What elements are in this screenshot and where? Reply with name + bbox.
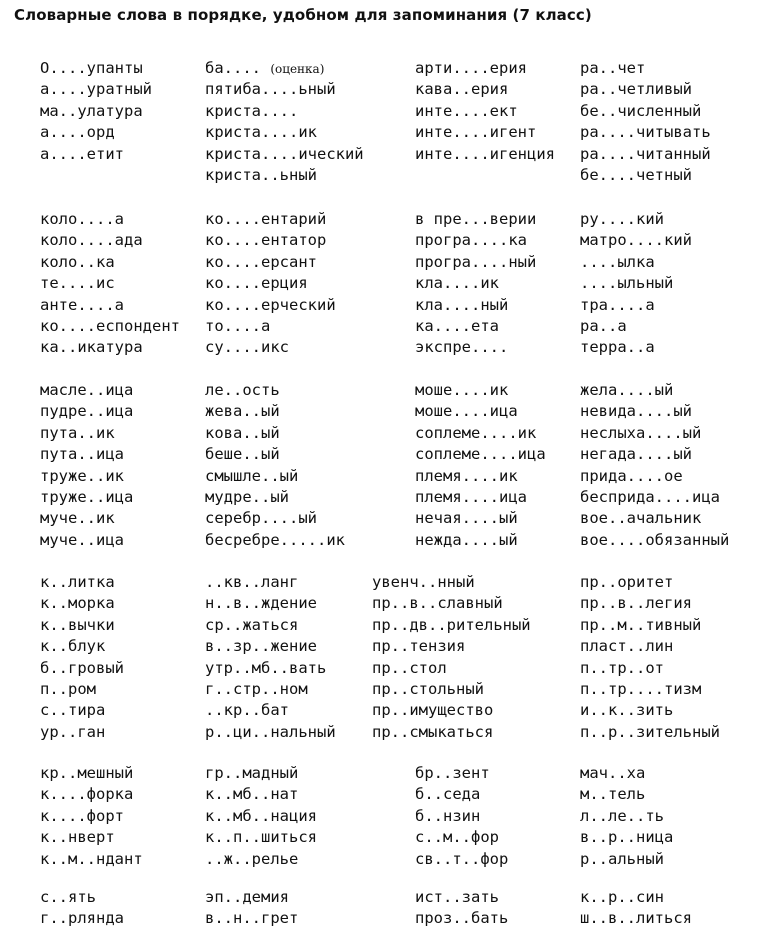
dictionary-word: О....упанты — [40, 59, 143, 77]
dictionary-word: ко....еспондент — [40, 316, 180, 335]
word-column — [40, 887, 124, 930]
dictionary-word: пр..смыкаться — [372, 722, 494, 741]
word-column — [40, 763, 143, 870]
dictionary-word: кла....ик — [415, 274, 499, 293]
dictionary-word: пута..ик — [40, 423, 115, 442]
page-title: Словарные слова в порядке, удобном для запоминания (7 класс) — [14, 6, 592, 24]
dictionary-word: эп..демия — [205, 888, 289, 906]
dictionary-word: м..тель — [580, 785, 646, 804]
dictionary-word: пр..в..славный — [372, 594, 503, 613]
dictionary-word: пр..в..легия — [580, 594, 692, 613]
dictionary-word: то....а — [205, 316, 271, 335]
dictionary-word: в..зр..жение — [205, 637, 317, 656]
dictionary-word: с..ять — [40, 888, 96, 906]
dictionary-word: к....форка — [40, 785, 134, 804]
dictionary-word: матро....кий — [580, 231, 692, 250]
dictionary-word: к..мб..нат — [205, 785, 299, 804]
dictionary-word: пр..дв..рительный — [372, 615, 531, 634]
dictionary-word: ..ж..релье — [205, 849, 299, 868]
dictionary-word: племя....ик — [415, 466, 518, 485]
dictionary-word: ра..чет — [580, 59, 646, 77]
dictionary-word: тра....а — [580, 295, 655, 314]
dictionary-word: смышле..ый — [205, 466, 299, 485]
word-column — [205, 763, 317, 870]
dictionary-word: нечая....ый — [415, 509, 518, 528]
dictionary-word: ..кв..ланг — [205, 573, 299, 591]
word-column — [415, 58, 555, 165]
dictionary-word: ..кр..бат — [205, 701, 289, 720]
dictionary-word: пудре..ица — [40, 402, 134, 421]
dictionary-word: бр..зент — [415, 764, 490, 782]
dictionary-word: а....орд — [40, 123, 115, 142]
dictionary-word: к..п..шиться — [205, 828, 317, 847]
dictionary-word: к....форт — [40, 806, 124, 825]
word-column — [40, 209, 180, 359]
dictionary-word: труже..ица — [40, 487, 134, 506]
dictionary-word: инте....игент — [415, 123, 537, 142]
dictionary-word: в пре...верии — [415, 210, 537, 228]
dictionary-word: пута..ица — [40, 445, 124, 464]
word-column — [40, 380, 133, 551]
dictionary-word: в..н..грет — [205, 909, 299, 928]
dictionary-word: моше....ик — [415, 381, 509, 399]
dictionary-word: криста.... — [205, 101, 299, 120]
dictionary-word: пласт..лин — [580, 637, 674, 656]
dictionary-word: инте....ект — [415, 101, 518, 120]
dictionary-word: мудре..ый — [205, 487, 289, 506]
dictionary-word: ко....ерческий — [205, 295, 336, 314]
dictionary-word: ур..ган — [40, 722, 106, 741]
dictionary-word: утр..мб..вать — [205, 658, 327, 677]
dictionary-word: серебр....ый — [205, 509, 317, 528]
dictionary-word: коло....ада — [40, 231, 143, 250]
dictionary-word: арти....ерия — [415, 59, 527, 77]
word-column — [205, 572, 336, 743]
word-column — [580, 887, 692, 930]
dictionary-word: р..ци..нальный — [205, 722, 336, 741]
dictionary-word: л..ле..ть — [580, 806, 664, 825]
word-column — [415, 887, 508, 930]
dictionary-word: ....ыльный — [580, 274, 674, 293]
word-column — [205, 209, 336, 359]
dictionary-word: б..нзин — [415, 806, 481, 825]
dictionary-word: п..р..зительный — [580, 722, 720, 741]
dictionary-word: прида....ое — [580, 466, 683, 485]
dictionary-word: пятиба....ьный — [205, 80, 336, 99]
dictionary-word: кр..мешный — [40, 764, 134, 782]
dictionary-word: инте....игенция — [415, 144, 555, 163]
dictionary-word: пр..стол — [372, 658, 447, 677]
word-column — [415, 380, 546, 551]
dictionary-word: негада....ый — [580, 445, 692, 464]
dictionary-word: б..седа — [415, 785, 481, 804]
dictionary-word: п..ром — [40, 679, 96, 698]
word-column — [580, 763, 673, 870]
dictionary-word: к..м..ндант — [40, 849, 143, 868]
dictionary-word: с..тира — [40, 701, 106, 720]
dictionary-word: нежда....ый — [415, 530, 518, 549]
dictionary-word: муче..ица — [40, 530, 124, 549]
dictionary-word: криста..ьный — [205, 165, 317, 184]
dictionary-word: ка....ета — [415, 316, 499, 335]
word-column — [40, 58, 152, 165]
dictionary-word: ра..а — [580, 316, 627, 335]
dictionary-word: св..т..фор — [415, 849, 509, 868]
dictionary-word: ка..икатура — [40, 338, 143, 357]
dictionary-word: к..морка — [40, 594, 115, 613]
dictionary-word: неслыха....ый — [580, 423, 702, 442]
word-column — [580, 572, 720, 743]
dictionary-word: с..м..фор — [415, 828, 499, 847]
dictionary-word: вое..ачальник — [580, 509, 702, 528]
dictionary-word: жела....ый — [580, 381, 674, 399]
dictionary-word: кла....ный — [415, 295, 509, 314]
dictionary-word: ко....ерция — [205, 274, 308, 293]
dictionary-word: ш..в..литься — [580, 909, 692, 928]
dictionary-word: бесребре.....ик — [205, 530, 345, 549]
dictionary-word: п..тр..от — [580, 658, 664, 677]
dictionary-word: криста....ик — [205, 123, 317, 142]
dictionary-word: пр..имущество — [372, 701, 494, 720]
dictionary-word: экспре.... — [415, 338, 509, 357]
dictionary-word: ра..четливый — [580, 80, 692, 99]
dictionary-word: ра....читывать — [580, 123, 711, 142]
dictionary-word: беше..ый — [205, 445, 280, 464]
dictionary-word: пр..тензия — [372, 637, 466, 656]
word-column — [205, 380, 345, 551]
word-column — [580, 58, 711, 186]
dictionary-word: ср..жаться — [205, 615, 299, 634]
dictionary-word: невида....ый — [580, 402, 692, 421]
word-note: (оценка) — [270, 62, 325, 76]
word-column — [372, 572, 531, 743]
dictionary-word: ба.... (оценка) — [205, 59, 325, 77]
word-column — [205, 887, 298, 930]
dictionary-word: г..стр..ном — [205, 679, 308, 698]
dictionary-word: п..тр....тизм — [580, 679, 702, 698]
dictionary-word: племя....ица — [415, 487, 527, 506]
word-column — [205, 58, 364, 186]
dictionary-word: г..рлянда — [40, 909, 124, 928]
dictionary-word: увенч..нный — [372, 573, 475, 591]
dictionary-word: пр..оритет — [580, 573, 674, 591]
dictionary-word: анте....а — [40, 295, 124, 314]
dictionary-word: пр..стольный — [372, 679, 484, 698]
dictionary-word: вое....обязанный — [580, 530, 730, 549]
dictionary-word: к..вычки — [40, 615, 115, 634]
dictionary-word: моше....ица — [415, 402, 518, 421]
dictionary-word: гр..мадный — [205, 764, 299, 782]
dictionary-word: коло....а — [40, 210, 124, 228]
dictionary-word: те....ис — [40, 274, 115, 293]
dictionary-word: ко....ентатор — [205, 231, 327, 250]
dictionary-word: проз..бать — [415, 909, 509, 928]
dictionary-word: ист..зать — [415, 888, 499, 906]
word-column — [415, 209, 536, 359]
dictionary-word: к..блук — [40, 637, 106, 656]
dictionary-word: бе..численный — [580, 101, 702, 120]
dictionary-word: и..к..зить — [580, 701, 674, 720]
dictionary-word: р..альный — [580, 849, 664, 868]
dictionary-word: бесприда....ица — [580, 487, 720, 506]
word-column — [40, 572, 124, 743]
dictionary-word: ко....ентарий — [205, 210, 327, 228]
dictionary-word: в..р..ница — [580, 828, 674, 847]
dictionary-word: а....етит — [40, 144, 124, 163]
dictionary-word: ма..улатура — [40, 101, 143, 120]
dictionary-word: к..нверт — [40, 828, 115, 847]
dictionary-word: труже..ик — [40, 466, 124, 485]
dictionary-word: кова..ый — [205, 423, 280, 442]
dictionary-word: жева..ый — [205, 402, 280, 421]
dictionary-word: програ....ка — [415, 231, 527, 250]
dictionary-word: соплеме....ица — [415, 445, 546, 464]
dictionary-word: к..мб..нация — [205, 806, 317, 825]
dictionary-word: мач..ха — [580, 764, 646, 782]
dictionary-word: а....уратный — [40, 80, 152, 99]
dictionary-word: пр..м..тивный — [580, 615, 702, 634]
dictionary-word: бе....четный — [580, 165, 692, 184]
dictionary-word: н..в..ждение — [205, 594, 317, 613]
dictionary-word: ра....читанный — [580, 144, 711, 163]
dictionary-word: терра..а — [580, 338, 655, 357]
dictionary-word: к..р..син — [580, 888, 664, 906]
dictionary-word: соплеме....ик — [415, 423, 537, 442]
word-column — [415, 763, 508, 870]
dictionary-word: ко....ерсант — [205, 252, 317, 271]
dictionary-word: масле..ица — [40, 381, 134, 399]
dictionary-word: к..литка — [40, 573, 115, 591]
dictionary-word: ру....кий — [580, 210, 664, 228]
dictionary-word: б..гровый — [40, 658, 124, 677]
dictionary-word: криста....ический — [205, 144, 364, 163]
dictionary-word: су....икс — [205, 338, 289, 357]
dictionary-word: ле..ость — [205, 381, 280, 399]
dictionary-word: кава..ерия — [415, 80, 509, 99]
dictionary-word: коло..ка — [40, 252, 115, 271]
dictionary-word: муче..ик — [40, 509, 115, 528]
dictionary-word: ....ылка — [580, 252, 655, 271]
word-column — [580, 209, 692, 359]
dictionary-word: програ....ный — [415, 252, 537, 271]
word-column — [580, 380, 729, 551]
